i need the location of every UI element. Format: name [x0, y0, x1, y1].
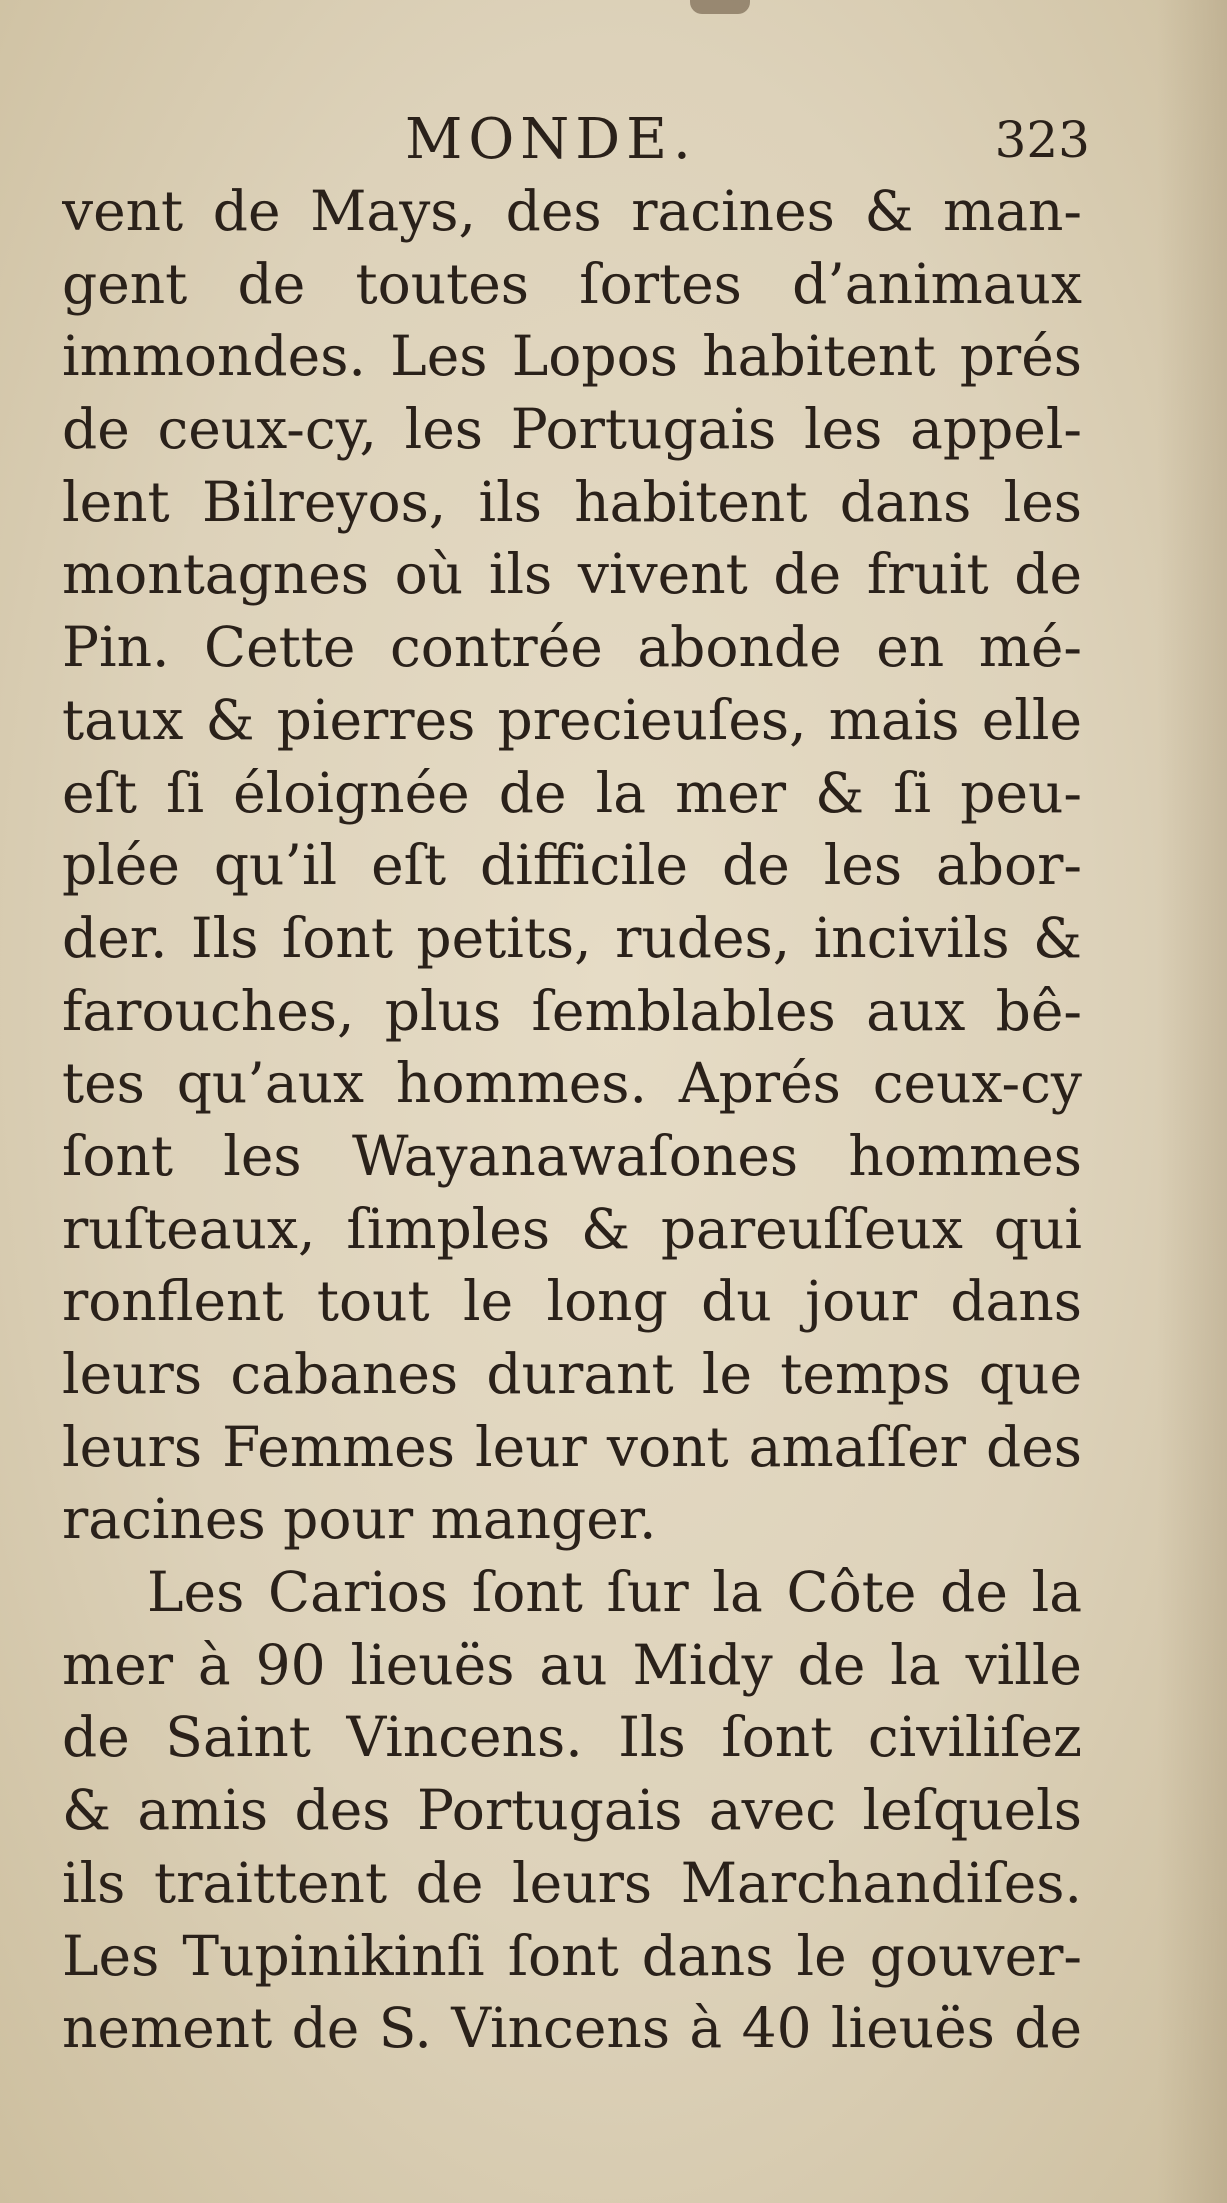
- text-line: ils traittent de leurs Marchandiſes.: [62, 1850, 1082, 1915]
- text-line: leurs cabanes durant le temps que: [62, 1342, 1082, 1406]
- spine-shadow: [1157, 0, 1227, 2203]
- page-number: 323: [994, 111, 1090, 169]
- page-edge-tab: [690, 0, 750, 14]
- page-header: [60, 100, 1090, 180]
- text-line: gent de toutes ſortes d’animaux: [62, 251, 1082, 316]
- text-line: de ceux-cy, les Portugais les appel-: [62, 397, 1082, 462]
- text-line: immondes. Les Lopos habitent prés: [62, 324, 1082, 389]
- text-line: eſt ſi éloignée de la mer & ſi peu-: [62, 760, 1082, 825]
- text-line: ruſteaux, ſimples & pareuſſeux qui: [62, 1196, 1082, 1261]
- text-line: tes qu’aux hommes. Aprés ceux-cy: [62, 1051, 1082, 1116]
- text-line: plée qu’il eſt difficile de les abor-: [62, 833, 1082, 898]
- text-line: ronflent tout le long du jour dans: [62, 1269, 1082, 1334]
- text-line: nement de S. Vincens à 40 lieuës de: [62, 1996, 1082, 2061]
- text-line: lent Bilreyos, ils habitent dans les: [62, 469, 1082, 534]
- text-line: Les Carios ſont ſur la Côte de la: [147, 1560, 1082, 1625]
- text-line: farouches, plus ſemblables aux bê-: [62, 978, 1082, 1043]
- text-body: [62, 175, 1082, 2065]
- text-line: taux & pierres precieuſes, mais elle: [62, 687, 1082, 752]
- text-line: Pin. Cette contrée abonde en mé-: [62, 615, 1082, 680]
- text-line: mer à 90 lieuës au Midy de la ville: [62, 1632, 1082, 1697]
- text-line: de Saint Vincens. Ils ſont civiliſez: [62, 1705, 1082, 1770]
- running-head: MONDE.: [405, 107, 697, 172]
- text-line: ſont les Wayanawaſones hommes: [62, 1123, 1082, 1188]
- text-line: leurs Femmes leur vont amaſſer des: [62, 1414, 1082, 1479]
- text-line: racines pour manger.: [62, 1487, 657, 1552]
- text-line: montagnes où ils vivent de fruit de: [62, 542, 1082, 607]
- text-line: vent de Mays, des racines & man-: [62, 179, 1082, 243]
- text-line: Les Tupinikinſi ſont dans le gouver-: [62, 1923, 1082, 1988]
- text-line: der. Ils ſont petits, rudes, incivils &: [62, 905, 1082, 970]
- text-line: & amis des Portugais avec leſquels: [62, 1778, 1082, 1843]
